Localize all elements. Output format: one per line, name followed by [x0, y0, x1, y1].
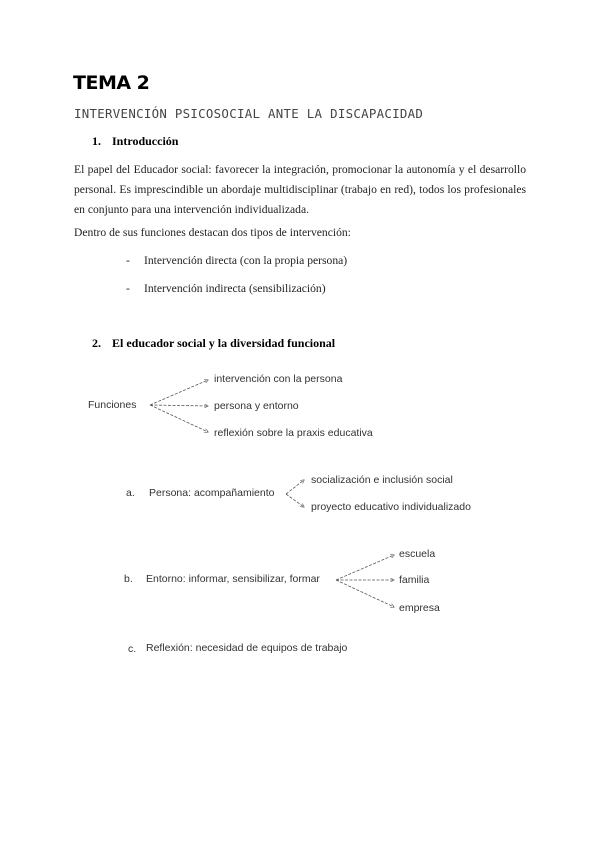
intro-paragraph: El papel del Educador social: favorecer la integración, promocionar la autonomía y el desarrollo personal. Es imprescindible un abordaje multidisciplinar (trabajo en red), todos los profesionales en conjunto para una intervención individualizada.	[74, 163, 526, 216]
diagram-root-funciones: Funciones	[88, 399, 137, 411]
section-title: Introducción	[112, 134, 179, 148]
arrow-a-2	[286, 494, 304, 507]
arrow-b-1	[336, 555, 394, 580]
section-title: El educador social y la diversidad funcional	[112, 336, 336, 350]
diagram-branch: familia	[399, 574, 430, 586]
diagram-branch: persona y entorno	[214, 400, 299, 412]
section-number: 2.	[92, 336, 101, 350]
list-item-text: Intervención directa (con la propia persona)	[144, 254, 348, 267]
diagram-branch: socialización e inclusión social	[311, 474, 453, 486]
arrow-a-1	[286, 480, 304, 494]
diagram-branch: empresa	[399, 602, 440, 614]
diagram-branch: escuela	[399, 548, 436, 560]
diagram-node-entorno: Entorno: informar, sensibilizar, formar	[146, 573, 320, 585]
bullet-dash: -	[126, 282, 130, 295]
page-subtitle: INTERVENCIÓN PSICOSOCIAL ANTE LA DISCAPACIDAD	[74, 106, 424, 121]
diagram-letter: a.	[126, 487, 135, 499]
diagram-node-persona: Persona: acompañamiento	[149, 487, 275, 499]
diagram-letter: b.	[124, 573, 133, 585]
diagram-branch: proyecto educativo individualizado	[311, 501, 471, 513]
diagram-branch: reflexión sobre la praxis educativa	[214, 427, 373, 439]
bullet-dash: -	[126, 254, 130, 267]
arrow-b-3	[336, 580, 394, 607]
arrow-funciones-1	[150, 380, 208, 405]
page-title: TEMA 2	[73, 72, 150, 94]
diagram-letter: c.	[128, 643, 137, 655]
intro-lead: Dentro de sus funciones destacan dos tipos de intervención:	[74, 226, 351, 239]
arrow-funciones-2	[150, 405, 208, 406]
arrow-funciones-3	[150, 405, 208, 432]
section-number: 1.	[92, 134, 101, 148]
diagram-node-reflexion: Reflexión: necesidad de equipos de trabajo	[146, 642, 348, 654]
list-item-text: Intervención indirecta (sensibilización)	[144, 282, 326, 295]
diagram-branch: intervención con la persona	[214, 373, 343, 385]
